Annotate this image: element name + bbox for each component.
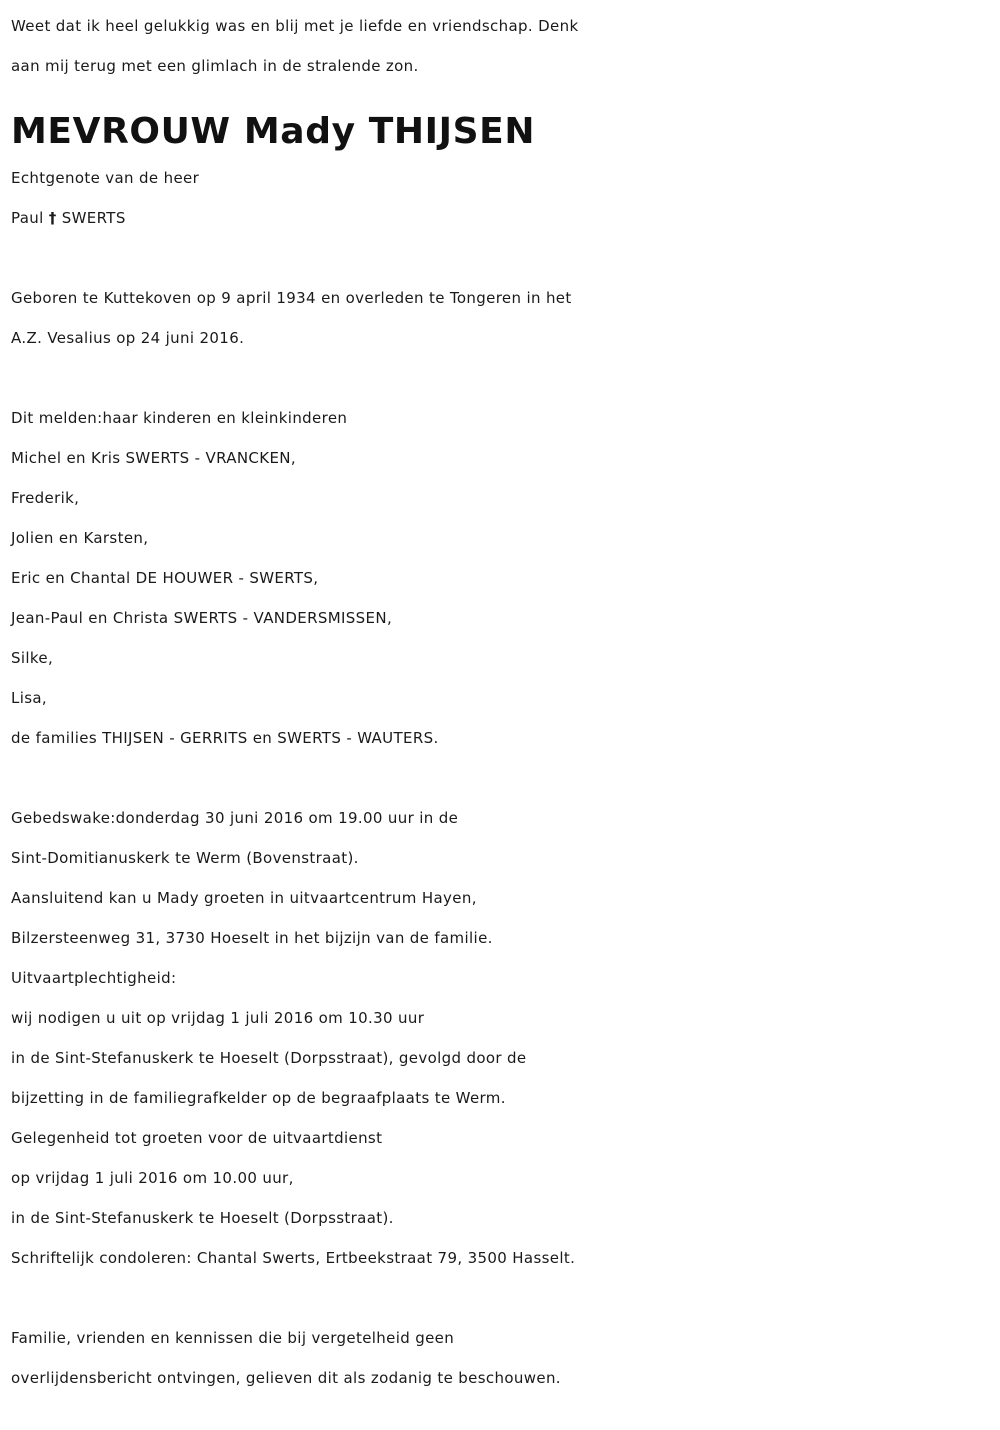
ceremony-line: Gebedswake:donderdag 30 juni 2016 om 19.00 uur in de xyxy=(11,809,459,827)
closing-line: Familie, vrienden en kennissen die bij vergetelheid geen xyxy=(11,1329,455,1347)
family-line: Silke, xyxy=(11,649,54,667)
ceremony-line: Schriftelijk condoleren: Chantal Swerts, Ertbeekstraat 79, 3500 Hasselt. xyxy=(11,1249,576,1267)
closing-section xyxy=(11,1318,991,1398)
deceased-name: MEVROUW Mady THIJSEN xyxy=(11,111,536,152)
spouse-intro: Echtgenote van de heer xyxy=(11,169,200,187)
spouse-name xyxy=(11,198,991,238)
spacer xyxy=(11,758,991,798)
family-line: Michel en Kris SWERTS - VRANCKEN, xyxy=(11,449,296,467)
family-line: Lisa, xyxy=(11,689,48,707)
ceremony-section xyxy=(11,798,991,1278)
spacer xyxy=(11,1278,991,1318)
intro-line: Weet dat ik heel gelukkig was en blij met je liefde en vriendschap. Denk xyxy=(11,17,579,35)
birth-line: Geboren te Kuttekoven op 9 april 1934 en overleden te Tongeren in het xyxy=(11,289,572,307)
cross-icon: † xyxy=(48,209,57,227)
obituary-notice xyxy=(11,0,991,1398)
spacer xyxy=(11,358,991,398)
ceremony-line: Sint-Domitianuskerk te Werm (Bovenstraat). xyxy=(11,849,359,867)
ceremony-line: Bilzersteenweg 31, 3730 Hoeselt in het bijzijn van de familie. xyxy=(11,929,493,947)
family-line: Jolien en Karsten, xyxy=(11,529,149,547)
spacer xyxy=(11,238,991,278)
family-section xyxy=(11,398,991,758)
spouse-first-name: Paul xyxy=(11,209,44,227)
ceremony-line: bijzetting in de familiegrafkelder op de begraafplaats te Werm. xyxy=(11,1089,506,1107)
ceremony-line: in de Sint-Stefanuskerk te Hoeselt (Dorpsstraat), gevolgd door de xyxy=(11,1049,527,1067)
intro-quote xyxy=(11,6,991,86)
birth-death-section xyxy=(11,278,991,358)
ceremony-line: Uitvaartplechtigheid: xyxy=(11,969,177,987)
ceremony-line: in de Sint-Stefanuskerk te Hoeselt (Dorpsstraat). xyxy=(11,1209,394,1227)
intro-line: aan mij terug met een glimlach in de stralende zon. xyxy=(11,57,419,75)
family-line: Jean-Paul en Christa SWERTS - VANDERSMISSEN, xyxy=(11,609,393,627)
ceremony-line: Aansluitend kan u Mady groeten in uitvaartcentrum Hayen, xyxy=(11,889,477,907)
ceremony-line: wij nodigen u uit op vrijdag 1 juli 2016 om 10.30 uur xyxy=(11,1009,425,1027)
family-line: Dit melden:haar kinderen en kleinkinderen xyxy=(11,409,348,427)
spouse-last-name: SWERTS xyxy=(61,209,126,227)
ceremony-line: Gelegenheid tot groeten voor de uitvaartdienst xyxy=(11,1129,383,1147)
family-line: Eric en Chantal DE HOUWER - SWERTS, xyxy=(11,569,319,587)
closing-line: overlijdensbericht ontvingen, gelieven dit als zodanig te beschouwen. xyxy=(11,1369,561,1387)
family-line: Frederik, xyxy=(11,489,80,507)
spouse-section xyxy=(11,158,991,238)
ceremony-line: op vrijdag 1 juli 2016 om 10.00 uur, xyxy=(11,1169,294,1187)
family-line: de families THIJSEN - GERRITS en SWERTS - WAUTERS. xyxy=(11,729,439,747)
birth-line: A.Z. Vesalius op 24 juni 2016. xyxy=(11,329,245,347)
